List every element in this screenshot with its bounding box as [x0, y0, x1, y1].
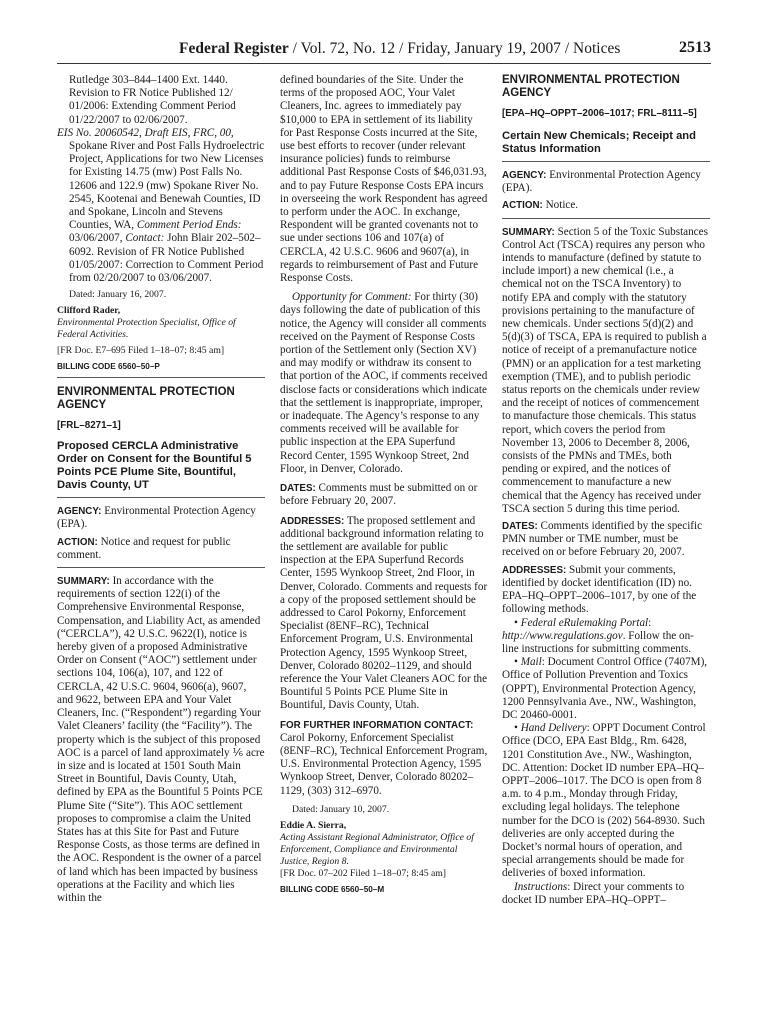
dated-line: Dated: January 16, 2007.	[69, 289, 167, 301]
dates-paragraph: DATES: Comments must be submitted on or before February 20, 2007.	[280, 482, 478, 508]
billing-code: BILLING CODE 6560–50–M	[280, 884, 385, 894]
opportunity-paragraph: Opportunity for Comment: For thirty (30) days following the date of publication of this notice, the Agency will consider all comments received on the Payment of Response Costs portion of the Settlement only (Section XV) and may modify or withdraw its consent to that portion of the AOC, if comments received disclose facts or considerations which indicate that the settlement is inappropriate, improper, or inadequate. The Agency’s response to any comments received will be available for public inspection at the EPA Superfund Record Center, 1595 Wynkoop Street, 2nd Floor, in Denver, Colorado.	[280, 291, 488, 475]
column-3	[502, 74, 710, 907]
journal-name: Federal Register	[179, 40, 289, 57]
signer-title: Environmental Protection Specialist, Office of Federal Activities.	[57, 317, 236, 341]
billing-code: BILLING CODE 6560–50–P	[57, 362, 160, 372]
docket-number: [FRL–8271–1]	[57, 420, 121, 432]
dates-paragraph: DATES: Comments identified by the specific PMN number or TME number, must be received on or before February 20, 2007.	[502, 520, 703, 559]
agency-heading: ENVIRONMENTAL PROTECTION AGENCY	[57, 386, 235, 412]
dated-line: Dated: January 10, 2007.	[292, 803, 390, 815]
signer-name: Eddie A. Sierra,	[280, 819, 347, 831]
agency-heading: ENVIRONMENTAL PROTECTION AGENCY	[502, 74, 680, 99]
running-header	[57, 38, 711, 58]
action-divider	[57, 567, 265, 568]
title-divider	[57, 497, 265, 498]
summary-continuation: defined boundaries of the Site. Under the terms of the proposed AOC, Your Valet Cleaners, Inc. agrees to immediately pay $10,000 to EPA in settlement of its liability for Past Response Costs incurred at the Site, use best efforts to recover (under relevant insurance policies) funds to reimburse additional Past Response Costs of $46,031.93, and to pay Future Response Costs EPA incurs in overseeing the work Respondent has agreed to perform under the AOC. In exchange, Respondent will be granted covenants not to sue under sections 106 and 107(a) of CERCLA, 42 U.S.C. 9606 and 9607(a), in regards to reimbursement of Past and Future Response Costs.	[280, 74, 488, 285]
page-number: 2513	[679, 39, 711, 56]
docket-number: [EPA–HQ–OPPT–2006–1017; FRL–8111–5]	[502, 108, 697, 119]
title-divider	[502, 161, 710, 162]
summary-paragraph: SUMMARY: In accordance with the requirements of section 122(i) of the Comprehensive Environmental Response, Compensation, and Liability Act, as amended (“CERCLA”), 42 U.S.C. 9622(I), notice is hereby given of a proposed Administrative Order on Consent (“AOC”) settlement under sections 104, 106(a), 107, and 122 of CERCLA, 42 U.S.C. 9604, 9606(a), 9607, and 9622, between EPA and Your Valet Cleaners, Inc. (“Respondent”) regarding Your Valet Cleaners’ facility (the “Facility”). The property which is the subject of this proposed AOC is a parcel of land approximately ⅙ acre in size and is located at 1501 South Main Street in Bountiful, Davis County, Utah, defined by EPA as the Bountiful 5 Points PCE Plume Site (“Site”). This AOC settlement proposes to compromise a claim the United States has at this Site for Past and Future Response Costs, as those terms are defined in the AOC. Respondent is the owner of a parcel of land which has been impacted by business operations at the Facility and which lies within the	[57, 575, 265, 904]
action-divider	[502, 218, 710, 219]
issue-info: / Vol. 72, No. 12 / Friday, January 19, 2007 / Notices	[288, 40, 621, 57]
summary-paragraph: SUMMARY: Section 5 of the Toxic Substances Control Act (TSCA) requires any person who intends to manufacture (defined by statute to include import) a new chemical (i.e., a chemical not on the TSCA Inventory) to notify EPA and comply with the statutory provisions pertaining to the manufacture of new chemicals. Under sections 5(d)(2) and 5(d)(3) of TSCA, EPA is required to publish a notice of receipt of a premanufacture notice (PMN) or an application for a test marketing exemption (TME), and to publish periodic status reports on the chemicals under review and the receipt of notices of commencement to manufacture those chemicals. This status report, which covers the period from November 13, 2006 to December 8, 2006, consists of the PMNs and TMEs, both pending or expired, and the notices of commencement to manufacture a new chemical that the Agency has received under TSCA section 5 during this time period.	[502, 225, 708, 515]
regulations-link[interactable]: http://www.regulations.gov	[502, 629, 623, 642]
eis-number: EIS No. 20060542, Draft EIS, FRC, 00,	[57, 126, 234, 139]
notice-title: Proposed CERCLA Administrative Order on Consent for the Bountiful 5 Points PCE Plume Site, Bountiful, Davis County, UT	[57, 440, 252, 492]
bullet-hand-delivery: • Hand Delivery: OPPT Document Control Office (DCO, EPA East Bldg., Rm. 6428, 1201 Constitution Ave., NW., Washington, DC. Attention: Docket ID number EPA–HQ–OPPT–2006–1017. The DCO is open from 8 a.m. to 4 p.m., Monday through Friday, excluding legal holidays. The telephone number for the DCO is (202) 564-8930. Such deliveries are only accepted during the Docket’s normal hours of operation, and special arrangements should be made for deliveries of boxed information.	[502, 722, 706, 880]
eis-continuation: Rutledge 303–844–1400 Ext. 1440. Revision to FR Notice Published 12/ 01/2006: Extending Comment Period 01/22/2007 to 02/06/2007.	[69, 74, 236, 126]
fr-doc-line: [FR Doc. 07–202 Filed 1–18–07; 8:45 am]	[280, 867, 447, 879]
bullet-eRulemaking: • Federal eRulemaking Portal: http://www.regulations.gov. Follow the on-line instructions for submitting comments.	[502, 616, 694, 655]
further-info-text: Carol Pokorny, Enforcement Specialist (8ENF–RC), Technical Enforcement Program, U.S. Environmental Protection Agency, 1595 Wynkoop Street, Denver, Colorado 80202–1129, (303) 312–6970.	[280, 731, 488, 797]
further-info-label: FOR FURTHER INFORMATION CONTACT:	[280, 719, 474, 731]
instructions-paragraph: Instructions: Direct your comments to docket ID number EPA–HQ–OPPT–	[502, 880, 685, 906]
column-1	[57, 74, 265, 905]
column-2	[280, 74, 488, 895]
action-line: ACTION: Notice.	[502, 199, 579, 212]
notice-title: Certain New Chemicals; Receipt and Status Information	[502, 130, 696, 155]
header-citation	[179, 40, 620, 58]
action-line: ACTION: Notice and request for public comment.	[57, 535, 231, 561]
signer-title: Acting Assistant Regional Administrator, Office of Enforcement, Compliance and Environmental Justice, Region 8.	[280, 831, 474, 867]
fr-doc-line: [FR Doc. E7–695 Filed 1–18–07; 8:45 am]	[57, 345, 225, 357]
bullet-mail: • Mail: Document Control Office (7407M), Office of Pollution Prevention and Toxics (OPPT), Environmental Protection Agency, 1200 Pennsylvania Ave., NW., Washington, DC 20460-0001.	[502, 656, 708, 721]
section-divider	[57, 377, 265, 378]
eis-entry: EIS No. 20060542, Draft EIS, FRC, 00, Spokane River and Post Falls Hydroelectric Project, Applications for two New Licenses for Existing 14.75 (mw) Post Falls No. 12606 and 122.9 (mw) Spokane River No. 2545, Kootenai and Benewah Counties, ID and Spokane, Lincoln and Stevens Counties, WA, Comment Period Ends: 03/06/2007, Contact: John Blair 202–502–6092. Revision of FR Notice Published 01/05/2007: Correction to Comment Period from 02/20/2007 to 03/06/2007.	[57, 126, 265, 285]
agency-line: AGENCY: Environmental Protection Agency (EPA).	[57, 505, 256, 531]
signer-name: Clifford Rader,	[57, 305, 121, 317]
agency-line: AGENCY: Environmental Protection Agency (EPA).	[502, 169, 701, 195]
addresses-paragraph: ADDRESSES: Submit your comments, identified by docket identification (ID) no. EPA–HQ–OPPT–2006–1017, by one of the following methods.	[502, 563, 697, 616]
addresses-paragraph: ADDRESSES: The proposed settlement and additional background information relating to the settlement are available for public inspection at the EPA Superfund Records Center, 1595 Wynkoop Street, 2nd Floor, in Denver, Colorado. Comments and requests for a copy of the proposed settlement should be addressed to Carol Pokorny, Enforcement Specialist (8ENF–RC), Technical Enforcement Program, U.S. Environmental Protection Agency, 1595 Wynkoop Street, Denver, Colorado 80202–1129, and should reference the Your Valet Cleaners AOC for the Bountiful 5 Points PCE Plume Site in Bountiful, Davis County, Utah.	[280, 514, 488, 712]
header-rule	[57, 63, 711, 64]
